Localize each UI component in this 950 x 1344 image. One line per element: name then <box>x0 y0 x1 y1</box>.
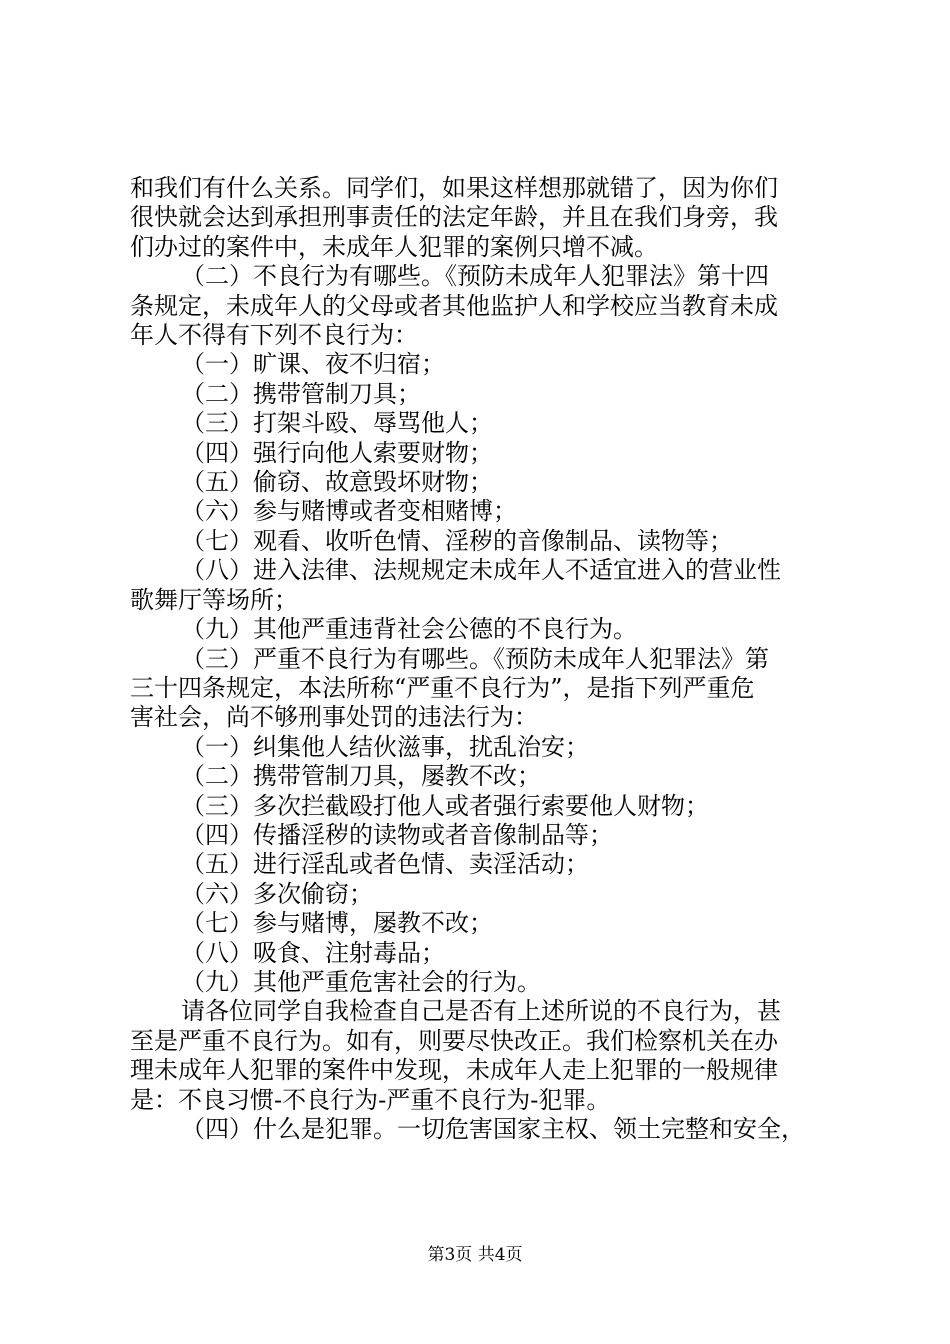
text-line: 至是严重不良行为。如有，则要尽快改正。我们检察机关在办 <box>130 1027 778 1055</box>
text-line: 歌舞厅等场所； <box>130 586 298 614</box>
text-line: （二）携带管制刀具； <box>181 380 421 408</box>
text-line: 很快就会达到承担刑事责任的法定年龄，并且在我们身旁，我 <box>130 203 778 231</box>
text-line: 害社会，尚不够刑事处罚的违法行为： <box>130 703 538 731</box>
text-line: 年人不得有下列不良行为： <box>130 321 418 349</box>
text-line: 们办过的案件中，未成年人犯罪的案例只增不减。 <box>130 233 658 261</box>
text-line: 理未成年人犯罪的案件中发现，未成年人走上犯罪的一般规律 <box>130 1056 778 1084</box>
text-line: （二）携带管制刀具，屡教不改； <box>181 762 541 790</box>
text-line: （三）严重不良行为有哪些。《预防未成年人犯罪法》第 <box>181 645 769 673</box>
text-line: （六）参与赌博或者变相赌博； <box>181 497 517 525</box>
text-line: （一）纠集他人结伙滋事，扰乱治安； <box>181 733 589 761</box>
text-line: （七）参与赌博，屡教不改； <box>181 909 493 937</box>
text-line: （四）传播淫秽的读物或者音像制品等； <box>181 821 613 849</box>
text-line: 请各位同学自我检查自己是否有上述所说的不良行为，甚 <box>181 997 781 1025</box>
page-footer <box>0 1243 950 1267</box>
text-line: （九）其他严重危害社会的行为。 <box>181 968 541 996</box>
text-line: （三）多次拦截殴打他人或者强行索要他人财物； <box>181 792 709 820</box>
text-line: （五）进行淫乱或者色情、卖淫活动； <box>181 850 589 878</box>
text-line: （四）什么是犯罪。一切危害国家主权、领土完整和安全， <box>181 1115 805 1143</box>
page-number-label: 第3页 共4页 <box>427 1245 523 1265</box>
text-line: （八）吸食、注射毒品； <box>181 939 445 967</box>
text-line: （五）偷窃、故意毁坏财物； <box>181 468 493 496</box>
text-line: 和我们有什么关系。同学们，如果这样想那就错了，因为你们 <box>130 174 778 202</box>
text-line: （九）其他严重违背社会公德的不良行为。 <box>181 615 637 643</box>
text-line: 是：不良习惯-不良行为-严重不良行为-犯罪。 <box>130 1086 611 1114</box>
text-line: （二）不良行为有哪些。《预防未成年人犯罪法》第十四 <box>181 262 769 290</box>
text-line: （四）强行向他人索要财物； <box>181 439 493 467</box>
text-line: （七）观看、收听色情、淫秽的音像制品、读物等； <box>181 527 733 555</box>
text-line: 条规定，未成年人的父母或者其他监护人和学校应当教育未成 <box>130 292 778 320</box>
text-line: （八）进入法律、法规规定未成年人不适宜进入的营业性 <box>181 556 781 584</box>
text-line: （三）打架斗殴、辱骂他人； <box>181 409 493 437</box>
text-line: （一）旷课、夜不归宿； <box>181 350 445 378</box>
text-line: （六）多次偷窃； <box>181 880 373 908</box>
text-line: 三十四条规定，本法所称“严重不良行为”，是指下列严重危 <box>130 674 755 702</box>
